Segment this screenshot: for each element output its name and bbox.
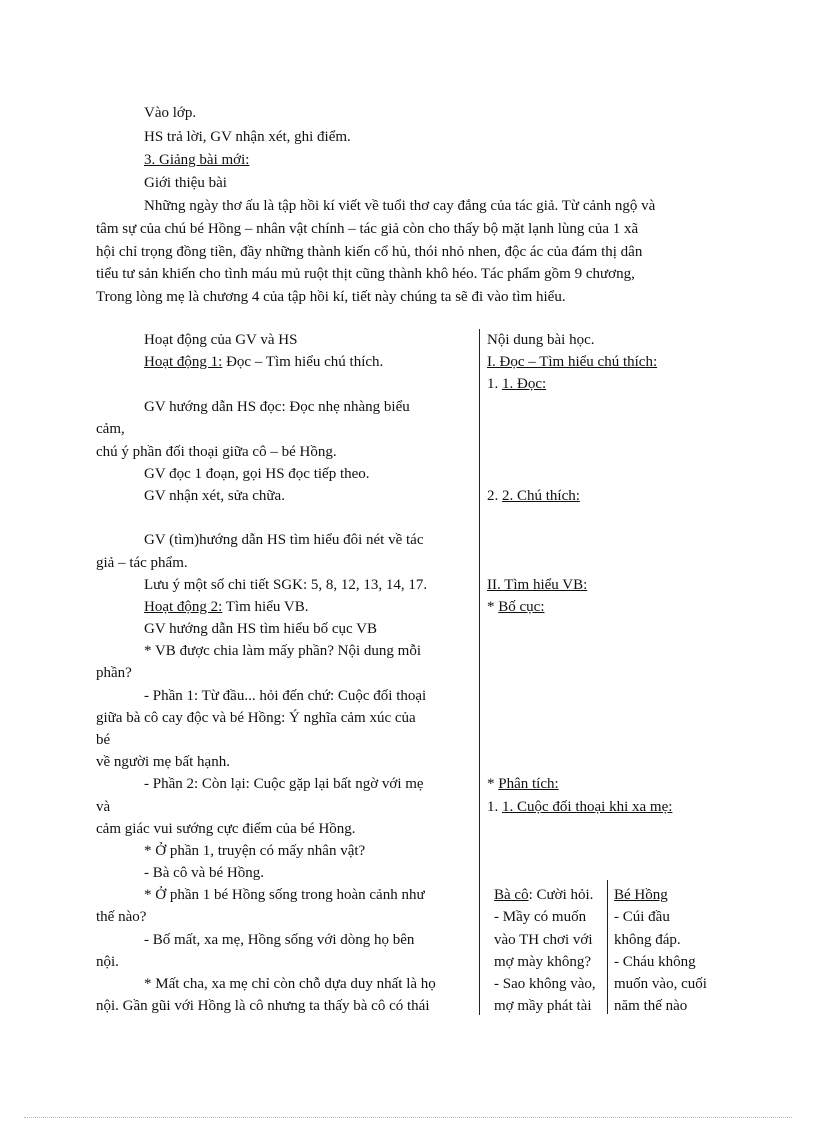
- right-heading-doc-tim-hieu: I. Đọc – Tìm hiểu chú thích:: [487, 354, 658, 370]
- intro-line-hs-tra-loi: HS trả lời, GV nhận xét, ghi điểm.: [144, 129, 351, 145]
- table-column-divider: [479, 329, 480, 1015]
- left-line: GV nhận xét, sửa chữa.: [144, 488, 285, 504]
- left-line: GV hướng dẫn HS đọc: Đọc nhẹ nhàng biểu: [144, 399, 410, 415]
- section-heading-giang-bai-moi: 3. Giảng bài mới:: [144, 152, 250, 168]
- left-line: * Mất cha, xa mẹ chỉ còn chỗ dựa duy nhất là họ: [144, 976, 436, 992]
- right-heading-tim-hieu-vb: II. Tìm hiểu VB:: [487, 577, 588, 593]
- left-line: nội. Gần gũi với Hồng là cô nhưng ta thấy bà cô có thái: [96, 998, 430, 1014]
- left-line: bé: [96, 732, 111, 748]
- subtable-col2-line: năm thế nào: [614, 998, 688, 1014]
- right-subheading-bo-cuc: [487, 597, 545, 617]
- subtable-col1-line: mợ mày không?: [494, 954, 592, 970]
- subtable-col2-line: không đáp.: [614, 932, 681, 948]
- left-line: phần?: [96, 665, 132, 681]
- left-line: * Ở phần 1, truyện có mấy nhân vật?: [144, 843, 366, 859]
- intro-line-vao-lop: Vào lớp.: [144, 105, 197, 121]
- left-line: chú ý phần đối thoại giữa cô – bé Hồng.: [96, 444, 337, 460]
- right-subheading-doc-text: 1. Đọc:: [502, 376, 547, 392]
- right-subheading-cuoc-doi-thoai-text: 1. Cuộc đối thoại khi xa mẹ:: [502, 799, 673, 815]
- left-line: cảm,: [96, 421, 125, 437]
- subtable-col2-title: Bé Hồng: [614, 887, 668, 903]
- subtable-col2-line: - Cháu không: [614, 954, 696, 970]
- left-line: - Bố mất, xa mẹ, Hồng sống với dòng họ bên: [144, 932, 415, 948]
- left-column-header: Hoạt động của GV và HS: [144, 332, 298, 348]
- left-line: - Phần 1: Từ đầu... hỏi đến chứ: Cuộc đối thoại: [144, 688, 427, 704]
- intro-paragraph-line-2: tâm sự của chú bé Hồng – nhân vật chính – tác giả còn cho thấy bộ mặt lạnh lùng của 1 xã: [96, 221, 639, 237]
- intro-paragraph-line-4: tiểu tư sản khiến cho tình máu mủ ruột thịt cũng thành khô héo. Tác phẩm gồm 9 chương,: [96, 266, 635, 282]
- left-line: GV (tìm)hướng dẫn HS tìm hiểu đôi nét về tác: [144, 532, 424, 548]
- left-line: Lưu ý một số chi tiết SGK: 5, 8, 12, 13, 14, 17.: [144, 577, 428, 593]
- left-line: giữa bà cô cay độc và bé Hồng: Ý nghĩa cảm xúc của: [96, 710, 416, 726]
- left-line: về người mẹ bất hạnh.: [96, 754, 230, 770]
- subtable-column-divider: [607, 880, 608, 1014]
- activity-1-title: Đọc – Tìm hiểu chú thích.: [222, 354, 384, 370]
- left-line: nội.: [96, 954, 119, 970]
- activity-1-heading: [144, 352, 383, 372]
- subtable-col1-title: [494, 885, 593, 905]
- left-line: - Phần 2: Còn lại: Cuộc gặp lại bất ngờ với mẹ: [144, 776, 424, 792]
- number-prefix: 2.: [487, 488, 502, 504]
- ba-co-label: Bà cô: [494, 887, 529, 903]
- intro-paragraph-line-3: hội chỉ trọng đồng tiền, đầy những thành kiến cổ hủ, thói nhỏ nhen, độc ác của đám thị dân: [96, 244, 643, 260]
- left-line: - Bà cô và bé Hồng.: [144, 865, 264, 881]
- subtable-col2-line: - Cúi đầu: [614, 909, 670, 925]
- right-subheading-phan-tich-text: Phân tích:: [498, 776, 559, 792]
- left-line: GV hướng dẫn HS tìm hiểu bố cục VB: [144, 621, 377, 637]
- activity-2-title: Tìm hiểu VB.: [222, 599, 309, 615]
- right-column-header: Nội dung bài học.: [487, 332, 595, 348]
- intro-paragraph-line-1: Những ngày thơ ấu là tập hồi kí viết về tuổi thơ cay đắng của tác giả. Từ cảnh ngộ và: [144, 198, 656, 214]
- intro-paragraph-line-5: Trong lòng mẹ là chương 4 của tập hồi kí, tiết này chúng ta sẽ đi vào tìm hiểu.: [96, 289, 566, 305]
- right-subheading-cuoc-doi-thoai: [487, 797, 672, 817]
- left-line: thế nào?: [96, 909, 147, 925]
- right-subheading-bo-cuc-text: Bố cục:: [498, 599, 545, 615]
- subtable-col1-line: mợ mầy phát tài: [494, 998, 592, 1014]
- left-line: * Ở phần 1 bé Hồng sống trong hoàn cảnh như: [144, 887, 425, 903]
- right-subheading-chu-thich-text: 2. Chú thích:: [502, 488, 580, 504]
- left-line: GV đọc 1 đoạn, gọi HS đọc tiếp theo.: [144, 466, 370, 482]
- activity-1-label: Hoạt động 1:: [144, 354, 223, 370]
- intro-line-gioi-thieu: Giới thiệu bài: [144, 175, 227, 191]
- number-prefix: 1.: [487, 799, 502, 815]
- subtable-col1-line: - Mầy có muốn: [494, 909, 587, 925]
- page-bottom-dotted-rule: [24, 1117, 792, 1118]
- right-subheading-doc: [487, 374, 546, 394]
- left-line: giả – tác phẩm.: [96, 555, 188, 571]
- left-line: * VB được chia làm mấy phần? Nội dung mỗi: [144, 643, 421, 659]
- subtable-col1-line: vào TH chơi với: [494, 932, 593, 948]
- bullet-star: *: [487, 599, 499, 615]
- left-line: và: [96, 799, 111, 815]
- right-subheading-chu-thich: [487, 486, 580, 506]
- activity-2-heading: [144, 597, 308, 617]
- ba-co-action: : Cười hỏi.: [528, 887, 594, 903]
- right-subheading-phan-tich: [487, 774, 559, 794]
- subtable-col1-line: - Sao không vào,: [494, 976, 596, 992]
- bullet-star: *: [487, 776, 499, 792]
- subtable-col2-line: muốn vào, cuối: [614, 976, 707, 992]
- number-prefix: 1.: [487, 376, 502, 392]
- left-line: cảm giác vui sướng cực điểm của bé Hồng.: [96, 821, 356, 837]
- activity-2-label: Hoạt động 2:: [144, 599, 223, 615]
